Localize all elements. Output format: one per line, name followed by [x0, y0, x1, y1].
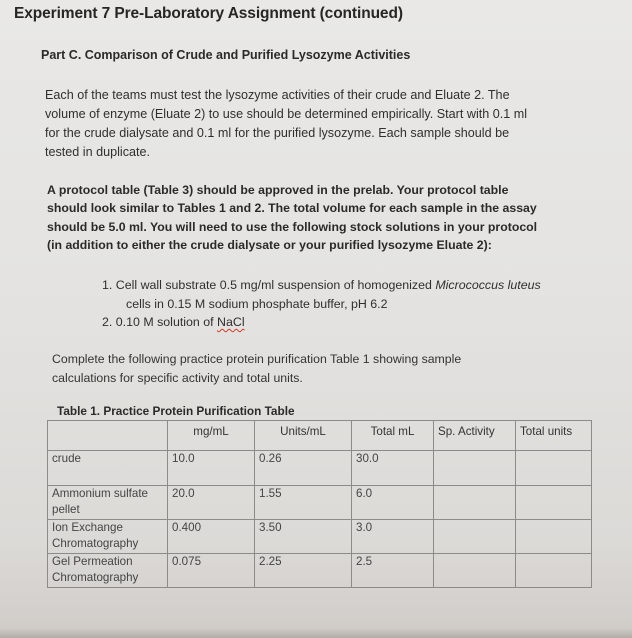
- header-cell: [48, 421, 168, 451]
- paragraph-line: volume of enzyme (Eluate 2) to use should be determined empirically. Start with 0.1 ml: [45, 107, 528, 121]
- cell-total-units: [516, 451, 592, 486]
- header-cell: Units/mL: [255, 421, 352, 451]
- cell-mg: 0.075: [168, 554, 255, 588]
- cell-units: 3.50: [255, 520, 352, 554]
- cell-sp-activity: [434, 554, 516, 588]
- table-row: [48, 520, 592, 554]
- instruction-line: Complete the following practice protein purification Table 1 showing sample: [52, 352, 462, 366]
- purification-table: [47, 420, 592, 588]
- cell-total-units: [516, 554, 592, 588]
- list-item: [102, 313, 541, 332]
- header-cell: Total units: [516, 421, 592, 451]
- cell-total-units: [516, 520, 592, 554]
- row-name: Gel Permeation Chromatography: [48, 554, 168, 588]
- page-title: Experiment 7 Pre-Laboratory Assignment (continued): [14, 5, 403, 22]
- cell-sp-activity: [434, 520, 516, 554]
- row-name: Ammonium sulfate pellet: [48, 486, 168, 520]
- bold-line: should look similar to Tables 1 and 2. The total volume for each sample in the assay: [47, 201, 537, 216]
- photo-edge-shadow: [0, 628, 632, 638]
- table-row: [48, 554, 592, 588]
- cell-mg: 10.0: [168, 451, 255, 486]
- header-cell: Total mL: [352, 421, 434, 451]
- cell-units: 1.55: [255, 486, 352, 520]
- paragraph-line: Each of the teams must test the lysozyme activities of their crude and Eluate 2. The: [45, 88, 510, 102]
- table-row: [48, 486, 592, 520]
- list-item: [102, 276, 541, 295]
- cell-units: 0.26: [255, 451, 352, 486]
- instruction-line: calculations for specific activity and total units.: [52, 370, 303, 385]
- intro-paragraph: [45, 86, 605, 162]
- row-name: Ion Exchange Chromatography: [48, 520, 168, 554]
- list-item-text: 2. 0.10 M solution of: [102, 315, 218, 330]
- table-row: [48, 451, 592, 486]
- nacl-text: NaCl: [217, 315, 245, 330]
- bold-line: A protocol table (Table 3) should be approved in the prelab. Your protocol table: [47, 183, 509, 197]
- list-item-text: 1. Cell wall substrate 0.5 mg/ml suspension of homogenized: [102, 278, 436, 292]
- stock-solution-list: [102, 276, 541, 332]
- row-name: crude: [48, 451, 168, 486]
- protocol-paragraph: [47, 181, 617, 255]
- cell-total-units: [516, 486, 592, 520]
- paragraph-line: tested in duplicate.: [45, 145, 151, 159]
- bold-line: should be 5.0 ml. You will need to use the following stock solutions in your protocol: [47, 219, 538, 234]
- cell-units: 2.25: [255, 554, 352, 588]
- table-caption: Table 1. Practice Protein Purification Table: [57, 404, 295, 418]
- cell-total-ml: 30.0: [352, 451, 434, 486]
- header-cell: Sp. Activity: [434, 421, 516, 451]
- cell-sp-activity: [434, 486, 516, 520]
- part-heading: Part C. Comparison of Crude and Purified Lysozyme Activities: [41, 48, 411, 62]
- bold-line: (in addition to either the crude dialysate or your purified lysozyme Eluate 2):: [47, 238, 492, 253]
- list-item-continuation: cells in 0.15 M sodium phosphate buffer, pH 6.2: [126, 296, 388, 311]
- organism-name: Micrococcus luteus: [435, 278, 541, 292]
- instruction-paragraph: [52, 350, 461, 387]
- cell-total-ml: 2.5: [352, 554, 434, 588]
- cell-mg: 0.400: [168, 520, 255, 554]
- cell-total-ml: 6.0: [352, 486, 434, 520]
- cell-total-ml: 3.0: [352, 520, 434, 554]
- table-header-row: [48, 421, 592, 451]
- paragraph-line: for the crude dialysate and 0.1 ml for the purified lysozyme. Each sample should be: [45, 126, 510, 140]
- cell-mg: 20.0: [168, 486, 255, 520]
- cell-sp-activity: [434, 451, 516, 486]
- header-cell: mg/mL: [168, 421, 255, 451]
